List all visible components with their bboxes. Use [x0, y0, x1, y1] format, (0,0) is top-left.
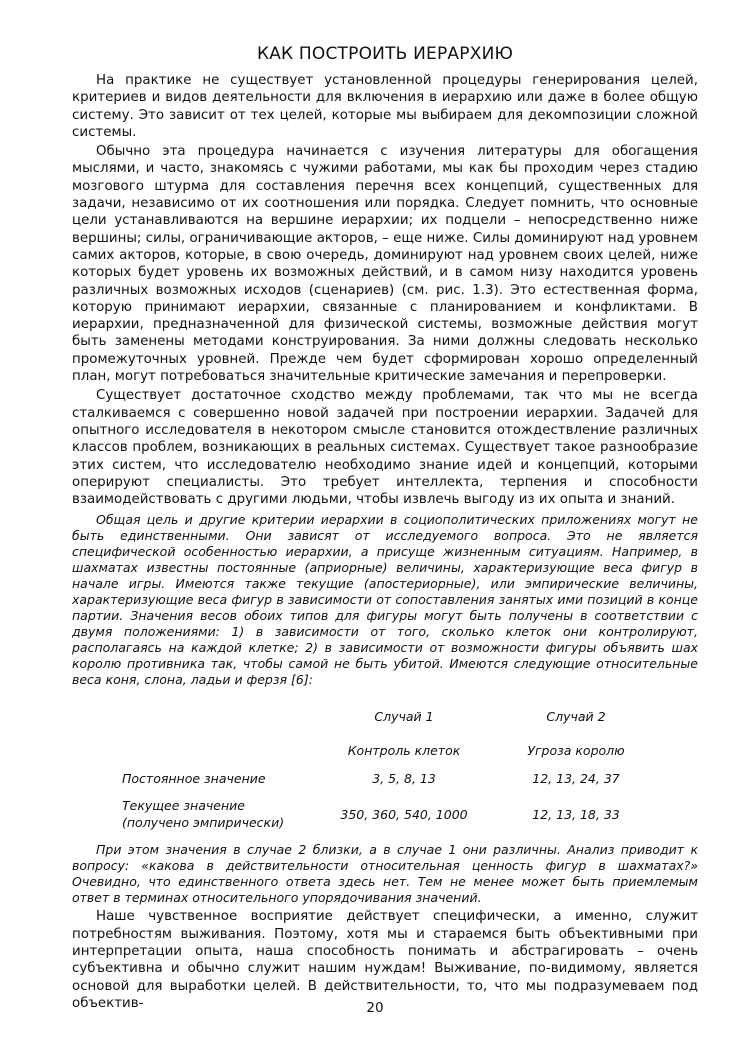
row-case1-value: 3, 5, 8, 13	[372, 770, 436, 786]
case1-subheader: Контроль клеток	[347, 742, 461, 758]
row-case2-value: 12, 13, 18, 33	[532, 806, 620, 822]
italic-outro: При этом значения в случае 2 близки, а в случае 1 они различны. Анализ приводит к вопросу: «какова в действительности относительная ценность фигур в шахматах?» Очевидно, что единственного ответа здесь нет. Тем не менее может быть приемлемым ответ в терминах относительного упорядочивания значений.	[72, 842, 698, 906]
table-row	[122, 766, 662, 790]
page-title: КАК ПОСТРОИТЬ ИЕРАРХИЮ	[256, 44, 514, 64]
page-number: 20	[366, 1000, 384, 1016]
case2-subheader: Угроза королю	[527, 742, 625, 758]
paragraph-3: Существует достаточное сходство между проблемами, так что мы не всегда сталкиваемся с совершенно новой задачей при построении иерархии. Задачей для опытного исследователя в некотором смысле становится отождествление различных классов проблем, возникающих в реальных системах. Существует такое разнообразие этих систем, что исследователю необходимо знание идей и концепций, которыми оперируют специалисты. Это требует интеллекта, терпения и способности взаимодействовать с другими людьми, чтобы извлечь выгоду из их опыта и знаний.	[72, 388, 698, 508]
case1-header: Случай 1	[374, 708, 434, 724]
row-label	[122, 790, 318, 838]
row-case1-value: 350, 360, 540, 1000	[340, 806, 468, 822]
paragraph-2: Обычно эта процедура начинается с изучения литературы для обогащения мыслями, и часто, знакомясь с чужими работами, мы как бы проходим через стадию мозгового штурма для составления перечня всех концепций, существенных для задачи, независимо от их соотношения или порядка. Следует помнить, что основные цели устанавливаются на вершине иерархии; их подцели – непосредственно ниже вершины; силы, ограничивающие акторов, – еще ниже. Силы доминируют над уровнем самих акторов, которые, в свою очередь, доминируют над уровнем своих целей, ниже которых будет уровень их возможных действий, и в самом низу находится уровень различных возможных исходов (сценариев) (см. рис. 1.3). Это естественная форма, которую принимают иерархии, связанные с планированием и конфликтами. В иерархии, предназначенной для физической системы, возможные действия могут быть заменены методами конструирования. За ними должны следовать несколько промежуточных уровней. Прежде чем будет сформирован хорошо определенный план, могут потребоваться значительные критические замечания и перепроверки.	[72, 144, 698, 385]
paragraph-1: На практике не существует установленной процедуры генерирования целей, критериев и видов деятельности для включения в иерархию или даже в более общую систему. Это зависит от тех целей, которые мы выбираем для декомпозиции сложной системы.	[72, 73, 698, 140]
row-label-line2: (получено эмпирически)	[122, 815, 285, 831]
row-label-line1: Текущее значение	[122, 798, 245, 814]
chess-weights-table	[122, 698, 662, 838]
row-label: Постоянное значение	[122, 770, 266, 786]
table-header-row	[122, 698, 662, 734]
final-paragraph: Наше чувственное восприятие действует специфически, а именно, служит потребностям выживания. Поэтому, хотя мы и стараемся быть объективными при интерпретации опыта, наша способность понимать и абстрагировать – очень субъективна и обычно служит нашим нуждам! Выживание, по-видимому, является основой для выработки целей. В действительности, то, что мы подразумеваем под объектив-	[72, 909, 698, 1011]
case2-header: Случай 2	[546, 708, 606, 724]
italic-intro: Общая цель и другие критерии иерархии в социополитических приложениях могут не быть единственными. Они зависят от исследуемого вопроса. Это не является специфической особенностью иерархии, а присуще жизненным ситуациям. Например, в шахматах известны постоянные (априорные) величины, характеризующие веса фигур в начале игры. Имеются также текущие (апостериорные), или эмпирические величины, характеризующие веса фигур в зависимости от сопоставления занятых ими позиций в конце партии. Значения весов обоих типов для фигуры могут быть получены в соответствии с двумя положениями: 1) в зависимости от того, сколько клеток они контролируют, располагаясь на каждой клетке; 2) в зависимости от возможности фигуры объявить шах королю противника так, чтобы самой не быть убитой. Имеются следующие относительные веса коня, слона, ладьи и ферзя [6]:	[72, 512, 698, 688]
table-subheader-row	[122, 734, 662, 766]
table-row	[122, 790, 662, 838]
row-case2-value: 12, 13, 24, 37	[532, 770, 620, 786]
